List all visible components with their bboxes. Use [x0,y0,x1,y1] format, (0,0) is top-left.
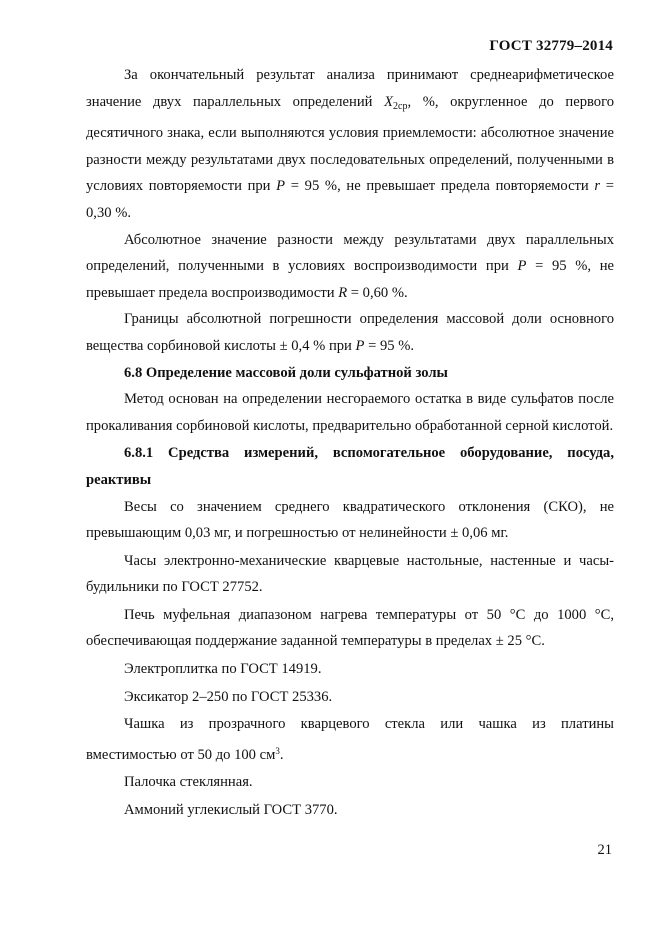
paragraph-clocks: Часы электронно-механические кварцевые настольные, настенные и часы-будильники по ГОСТ 27752. [86,552,614,596]
text-run: Границы абсолютной погрешности определения массовой доли основного вещества сорбиновой кислоты ± 0,4 % при [86,311,614,354]
paragraph-final-result [86,62,614,227]
paragraph-scales: Весы со значением среднего квадратического отклонения (СКО), не превышающим 0,03 мг, и погрешностью от нелинейности ± 0,06 мг. [86,498,614,542]
subscript: 2ср [393,100,408,112]
text-run: Чашка из прозрачного кварцевого стекла или чашка из платины вместимостью от 50 до 100 см [86,716,614,763]
variable-p: P [517,258,527,275]
section-heading-6-8-1: 6.8.1 Средства измерений, вспомогательное оборудование, посуда, реактивы [86,445,614,488]
page-number: 21 [597,842,612,858]
variable-p: P [276,178,286,195]
paragraph-hotplate: Электроплитка по ГОСТ 14919. [124,661,322,678]
text-run: = 95 %, не превышает предела повторяемости [285,178,595,195]
variable-r: R [338,284,348,301]
variable-r: r [594,178,601,195]
text-run: = 0,60 %. [347,284,408,301]
paragraph-reproducibility [86,227,614,307]
standard-header: ГОСТ 32779–2014 [489,38,613,54]
paragraph-method: Метод основан на определении несгораемого остатка в виде сульфатов после прокаливания сорбиновой кислоты, предварительно обработанной серной кислотой. [86,391,614,434]
text-run: = 0,30 %. [86,178,614,221]
paragraph-furnace: Печь муфельная диапазоном нагрева температуры от 50 °С до 1000 °С, обеспечивающая поддержание заданной температуры в пределах ± 25 °С. [86,606,614,650]
variable-p: P [355,337,365,354]
paragraph-error-bounds [86,306,614,359]
text-run: . [279,746,284,763]
document-body [86,62,614,824]
superscript: 3 [275,745,280,756]
paragraph-glass-rod: Палочка стеклянная. [124,774,253,791]
variable-x: X [384,93,393,110]
paragraph-desiccator: Эксикатор 2–250 по ГОСТ 25336. [124,688,333,705]
text-run: За окончательный результат анализа принимают среднеарифметическое значение двух параллельных определений [86,67,614,110]
text-run: , %, округленное до первого десятичного знака, если выполняются условия приемлемости: абсолютное значение разности между результатами двух последовательных определений, полученными в условиях повторяемости при [86,93,614,195]
text-run: Абсолютное значение разности между результатами двух параллельных определений, полученными в условиях воспроизводимости при [86,231,614,275]
text-run: = 95 %. [364,337,415,354]
paragraph-dish [86,711,614,768]
paragraph-ammonium-carbonate: Аммоний углекислый ГОСТ 3770. [124,802,338,819]
text-run: = 95 %, не превышает предела воспроизводимости [86,258,615,301]
section-heading-6-8: 6.8 Определение массовой доли сульфатной золы [124,364,448,381]
